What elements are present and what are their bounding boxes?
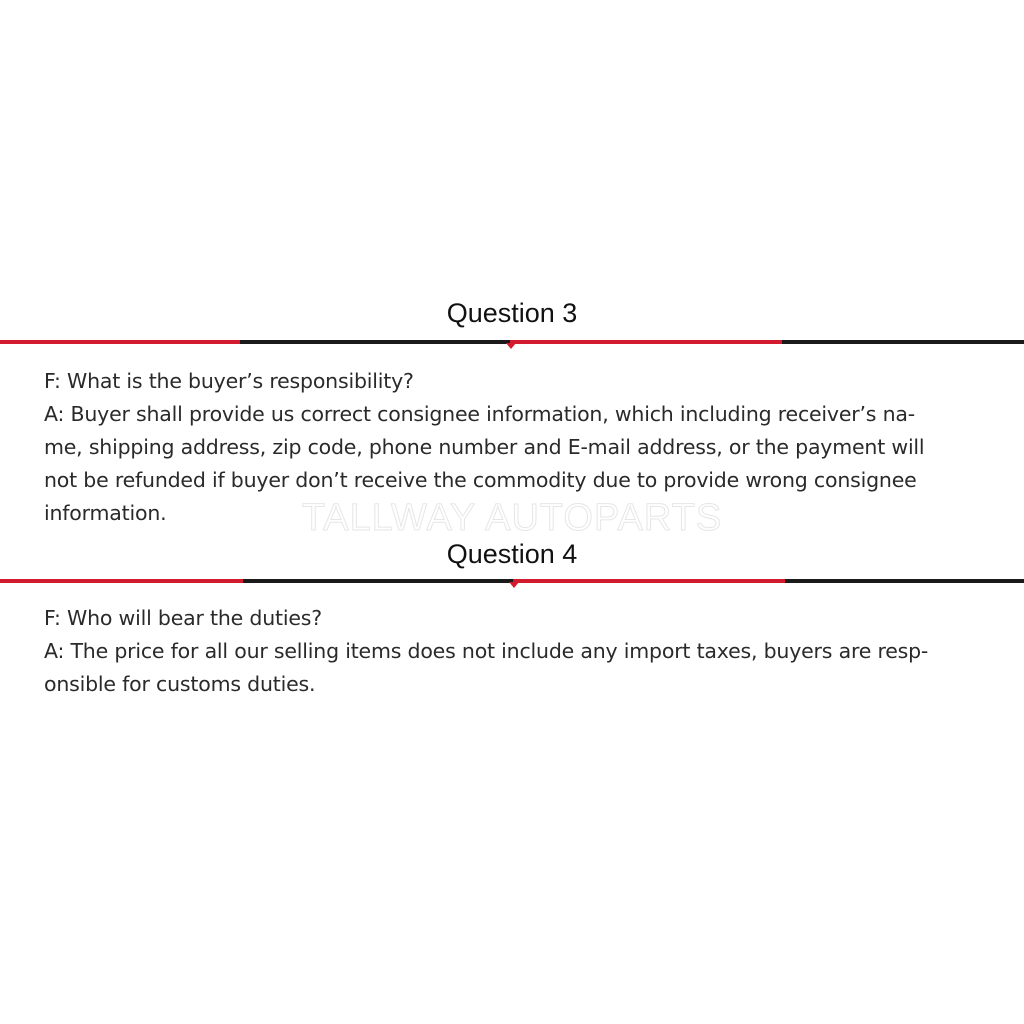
divider-red-middle-right <box>513 579 785 583</box>
question-3-line: me, shipping address, zip code, phone number and E-mail address, or the payment will <box>44 435 925 459</box>
divider-dark-middle-left <box>243 579 513 583</box>
question-3-line: F: What is the buyer’s responsibility? <box>44 369 414 393</box>
divider-notch-icon <box>506 343 516 349</box>
divider-notch-icon <box>509 582 519 588</box>
divider-red-left <box>0 340 240 344</box>
divider-dark-right <box>785 579 1024 583</box>
question-4-line: F: Who will bear the duties? <box>44 606 322 630</box>
question-3-title: Question 3 <box>446 298 578 328</box>
divider-dark-middle-left <box>240 340 510 344</box>
question-4-body <box>44 602 989 701</box>
divider-dark-right <box>782 340 1024 344</box>
question-4-divider <box>0 579 1024 583</box>
question-3-line: A: Buyer shall provide us correct consignee information, which including receiver’s na- <box>44 402 915 426</box>
divider-red-middle-right <box>510 340 782 344</box>
divider-red-left <box>0 579 243 583</box>
question-4-line: A: The price for all our selling items does not include any import taxes, buyers are resp- <box>44 639 929 663</box>
question-3-line: not be refunded if buyer don’t receive the commodity due to provide wrong consignee <box>44 468 917 492</box>
watermark-text: TALLWAY AUTOPARTS <box>301 497 723 539</box>
question-3-divider <box>0 340 1024 344</box>
question-4-line: onsible for customs duties. <box>44 672 316 696</box>
question-3-line: information. <box>44 501 167 525</box>
question-4-title: Question 4 <box>446 539 578 569</box>
